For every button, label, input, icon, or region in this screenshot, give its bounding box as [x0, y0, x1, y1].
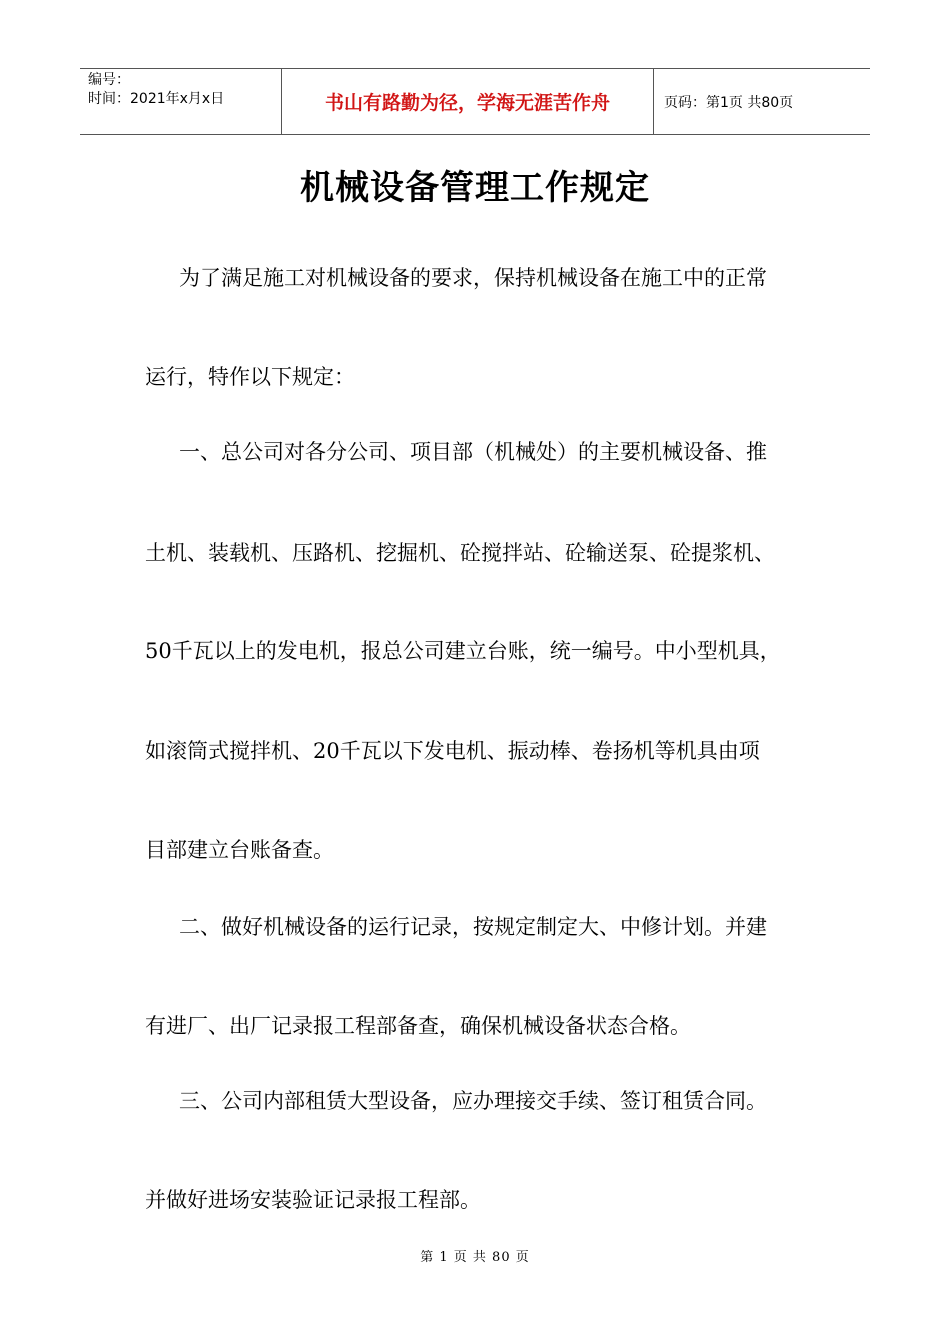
number-label: 编号： [88, 72, 130, 88]
document-title: 机械设备管理工作规定 [300, 168, 650, 208]
header-motto: 书山有路勤为径，学海无涯苦作舟 [281, 69, 654, 134]
body-line: 运行，特作以下规定： [145, 365, 355, 389]
body-line: 三、公司内部租赁大型设备，应办理接交手续、签订租赁合同。 [179, 1089, 767, 1113]
body-line: 有进厂、出厂记录报工程部备查，确保机械设备状态合格。 [145, 1014, 691, 1038]
body-line: 为了满足施工对机械设备的要求，保持机械设备在施工中的正常 [179, 266, 767, 290]
body-line: 如滚筒式搅拌机、20千瓦以下发电机、振动棒、卷扬机等机具由项 [145, 739, 760, 763]
page-footer: 第 1 页 共 80 页 [420, 1250, 530, 1265]
body-line: 二、做好机械设备的运行记录，按规定制定大、中修计划。并建 [179, 915, 767, 939]
header-info-cell [80, 69, 281, 134]
date-label: 时间：2021年x月x日 [88, 91, 225, 107]
document-header [80, 68, 870, 135]
body-line: 50千瓦以上的发电机，报总公司建立台账，统一编号。中小型机具， [145, 639, 781, 663]
body-line: 一、总公司对各分公司、项目部（机械处）的主要机械设备、推 [179, 440, 767, 464]
body-line: 土机、装载机、压路机、挖掘机、砼搅拌站、砼输送泵、砼提浆机、 [145, 541, 775, 565]
body-line: 目部建立台账备查。 [145, 838, 334, 862]
header-page-info: 页码：第1页 共80页 [664, 94, 794, 111]
body-line: 并做好进场安装验证记录报工程部。 [145, 1188, 481, 1212]
